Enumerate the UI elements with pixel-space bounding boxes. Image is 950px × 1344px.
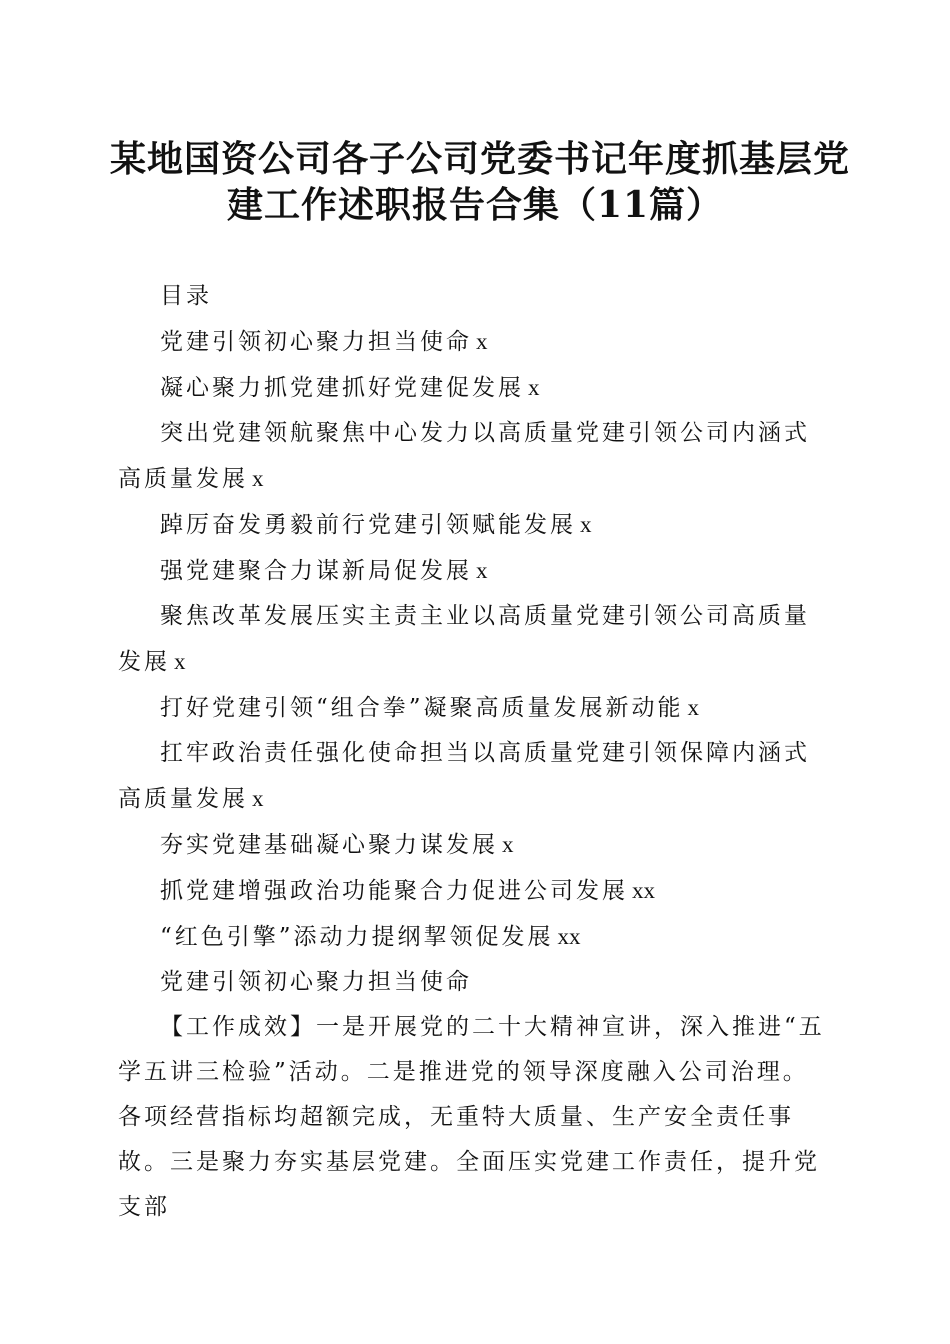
- toc-entry: [118, 502, 830, 548]
- toc-entry: [118, 914, 830, 960]
- toc-entry: [118, 685, 830, 731]
- document-title-line-2: 建工作述职报告合集（11篇）: [226, 184, 724, 226]
- toc-entry-title: “红色引擎”添动力提纲挈领促发展: [160, 924, 554, 950]
- toc-entry-page: x: [687, 695, 700, 720]
- table-of-contents: [118, 319, 830, 960]
- toc-entry-title: 抓党建增强政治功能聚合力促进公司发展: [160, 878, 628, 904]
- toc-entry-page: x: [252, 786, 264, 811]
- document-title: [110, 136, 851, 228]
- toc-entry-title: 党建引领初心聚力担当使命: [160, 329, 472, 355]
- toc-entry: [118, 731, 830, 822]
- toc-entry-page: x: [476, 329, 488, 354]
- toc-entry-title: 扛牢政治责任强化使命担当以高质量党建引领保障内涵式高质量发展: [118, 740, 810, 812]
- toc-entry-page: x: [502, 832, 514, 857]
- toc-entry: [118, 411, 830, 502]
- section-title: 党建引领初心聚力担当使命: [160, 969, 472, 995]
- toc-entry-page: x: [580, 512, 592, 537]
- toc-entry-title: 凝心聚力抓党建抓好党建促发展: [160, 375, 524, 401]
- toc-entry-title: 打好党建引领“组合拳”凝聚高质量发展新动能: [160, 695, 684, 721]
- toc-entry: [118, 548, 830, 594]
- toc-entry-title: 突出党建领航聚焦中心发力以高质量党建引领公司内涵式高质量发展: [118, 420, 810, 492]
- toc-entry-title: 夯实党建基础凝心聚力谋发展: [160, 832, 498, 858]
- toc-entry: [118, 594, 830, 685]
- toc-entry-page: xx: [557, 924, 581, 949]
- body-paragraph: 【工作成效】一是开展党的二十大精神宣讲，深入推进“五学五讲三检验”活动。二是推进党的领导深度融入公司治理。各项经营指标均超额完成，无重特大质量、生产安全责任事故。三是聚力夯实基层党建。全面压实党建工作责任，提升党支部: [118, 1014, 825, 1220]
- toc-entry: [118, 822, 830, 868]
- toc-entry-page: x: [476, 558, 488, 583]
- document-title-line-1: 某地国资公司各子公司党委书记年度抓基层党: [110, 138, 851, 180]
- toc-entry: [118, 319, 830, 365]
- toc-entry: [118, 365, 830, 411]
- toc-entry-page: x: [174, 649, 186, 674]
- toc-entry-page: x: [528, 375, 540, 400]
- toc-entry: [118, 868, 830, 914]
- document-body: [118, 274, 830, 1230]
- toc-entry-title: 踔厉奋发勇毅前行党建引领赋能发展: [160, 512, 576, 538]
- toc-entry-page: xx: [632, 878, 655, 903]
- toc-entry-title: 聚焦改革发展压实主责主业以高质量党建引领公司高质量发展: [118, 603, 810, 675]
- toc-entry-title: 强党建聚合力谋新局促发展: [160, 558, 472, 584]
- toc-label: 目录: [160, 283, 212, 309]
- toc-entry-page: x: [252, 466, 264, 491]
